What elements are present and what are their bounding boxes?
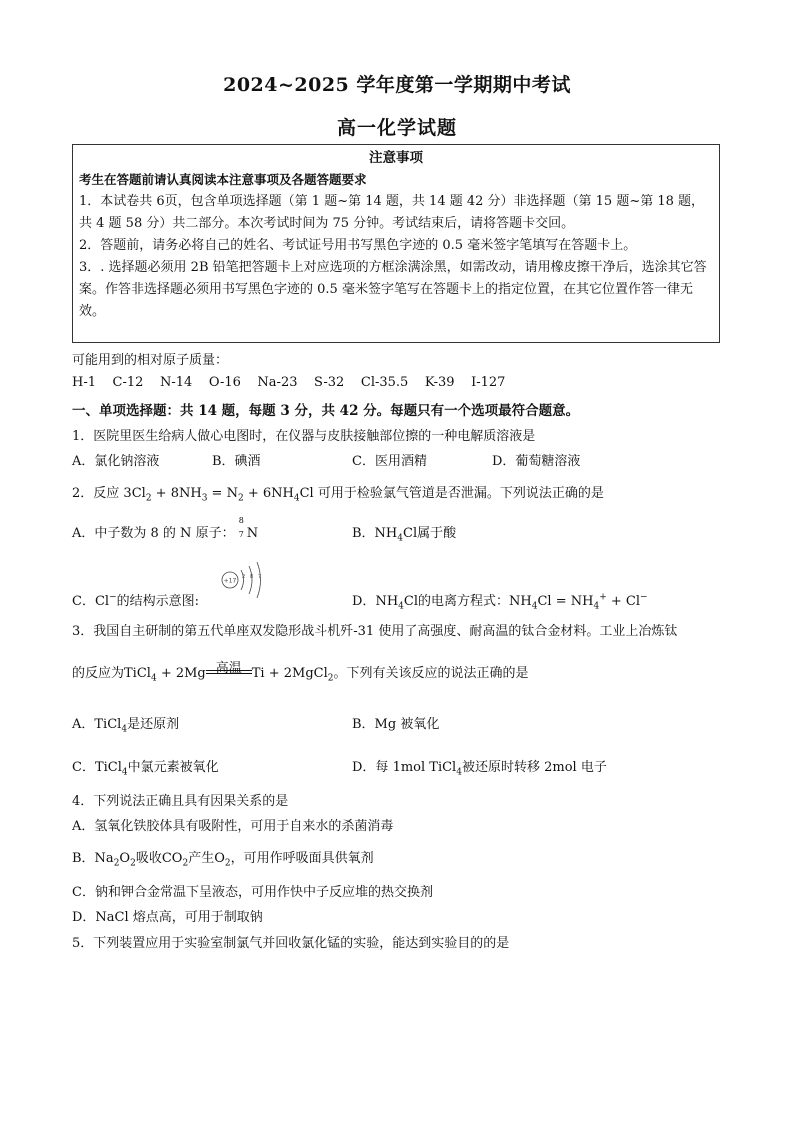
- q3-option-c: C．TiCl$_4$中氯元素被氧化: [72, 760, 219, 778]
- q1-option-b: B．碘酒: [212, 454, 261, 469]
- nuclide-symbol: 8 7 N: [238, 516, 259, 541]
- atomic-mass-label: 可能用到的相对原子质量：: [72, 353, 229, 368]
- chlorine-ion-structure-diagram: [216, 560, 266, 602]
- nucleus-charge: +17: [223, 577, 237, 585]
- q4-option-b: B．$Na_2O_2$吸收$CO_2$产生$O_2$，可用作呼吸面具供氧剂: [72, 851, 374, 869]
- atomic-value: K-39: [424, 375, 455, 390]
- notice-item-2: 2．答题前，请务必将自己的姓名、考试证号用书写黑色字迹的 0.5 毫米签字笔填写在答题卡上。: [79, 238, 637, 253]
- atomic-value: Cl-35.5: [360, 375, 409, 390]
- section-heading: 一、单项选择题：共 14 题，每题 3 分，共 42 分。每题只有一个选项最符合题意。: [72, 403, 580, 419]
- reaction-condition: 高温: [215, 661, 242, 676]
- q1-option-a: A．氯化钠溶液: [72, 454, 160, 469]
- q3-option-b: B．Mg 被氧化: [352, 717, 440, 732]
- q1-option-c: C．医用酒精: [352, 454, 427, 469]
- q1-option-d: D．葡萄糖溶液: [492, 454, 581, 469]
- atomic-value: Na-23: [257, 375, 298, 390]
- q3-stem-line-1: 3．我国自主研制的第五代单座双发隐形战斗机歼-31 使用了高强度、耐高温的钛合金材料。工业上冶炼钛: [72, 624, 678, 639]
- atomic-value: C-12: [112, 375, 144, 390]
- q2-stem: 2．反应 $3Cl_2 + 8NH_3 = N_2 + 6NH_4Cl$ 可用于检验氯气管道是否泄漏。下列说法正确的是: [72, 486, 604, 504]
- exam-subtitle: 高一化学试题: [336, 117, 457, 139]
- q4-option-a: A．氢氧化铁胶体具有吸附性，可用于自来水的杀菌消毒: [72, 819, 394, 834]
- atomic-value: S-32: [314, 375, 345, 390]
- q4-option-d: D．NaCl 熔点高，可用于制取钠: [72, 910, 263, 925]
- q2-option-a: A．中子数为 8 的 N 原子： 8 7 N: [72, 516, 259, 541]
- shell-3-count: 7: [258, 574, 262, 580]
- shell-2-count: 8: [250, 574, 254, 580]
- q3-option-d: D．每 1mol TiCl$_4$被还原时转移 2mol 电子: [352, 760, 607, 778]
- q3-stem-line-2: 的反应为TiCl$_4$ + 2Mg 高温 Ti + 2MgCl$_2$。下列有关该反应的说法正确的是: [72, 662, 529, 684]
- atomic-value: N-14: [159, 375, 193, 390]
- atomic-value: O-16: [208, 375, 241, 390]
- q2-equation: $3Cl_2 + 8NH_3 = N_2 + 6NH_4Cl$: [123, 486, 314, 504]
- q4-option-c: C．钠和钾合金常温下呈液态，可用作快中子反应堆的热交换剂: [72, 885, 433, 900]
- q1-stem: 1．医院里医生给病人做心电图时，在仪器与皮肤接触部位擦的一种电解质溶液是: [72, 429, 536, 444]
- q2-option-b: B．$NH_4Cl$属于酸: [352, 526, 457, 544]
- q2-option-c: C．Cl−的结构示意图:: [72, 592, 199, 609]
- notice-item-3: 3．. 选择题必须用 2B 铅笔把答题卡上对应选项的方框涂满涂黑，如需改动，请用橡皮擦干净后，选涂其它答案。作答非选择题必须用书写黑色字迹的 0.5 毫米签字笔写在答题卡上的指定位置，在其它位置作答一律无效。: [79, 260, 707, 319]
- reaction-arrow: [206, 661, 252, 677]
- notice-box: [72, 144, 720, 343]
- q5-stem: 5．下列装置应用于实验室制氯气并回收氯化锰的实验，能达到实验目的的是: [72, 936, 510, 951]
- q3-option-a: A．TiCl$_4$是还原剂: [72, 717, 180, 735]
- atomic-value: H-1: [72, 375, 97, 390]
- notice-item-1: 1．本试卷共 6页，包含单项选择题（第 1 题~第 14 题，共 14 题 42 分）非选择题（第 15 题~第 18 题，共 4 题 58 分）共二部分。本次考试时间为 75 分钟。考试结束后，请将答题卡交回。: [79, 194, 705, 231]
- notice-heading: 注意事项: [369, 150, 423, 166]
- exam-title: 2024~2025 学年度第一学期期中考试: [223, 74, 571, 96]
- q4-stem: 4．下列说法正确且具有因果关系的是: [72, 794, 289, 809]
- q2-option-d: D．$NH_4Cl$的电离方程式：$NH_4Cl = NH_4^+ + Cl^-$: [352, 592, 648, 612]
- atomic-mass-values: [72, 375, 505, 390]
- notice-subheading: 考生在答题前请认真阅读本注意事项及各题答题要求: [79, 172, 367, 187]
- shell-1-count: 2: [242, 574, 246, 580]
- atomic-value: I-127: [471, 375, 506, 390]
